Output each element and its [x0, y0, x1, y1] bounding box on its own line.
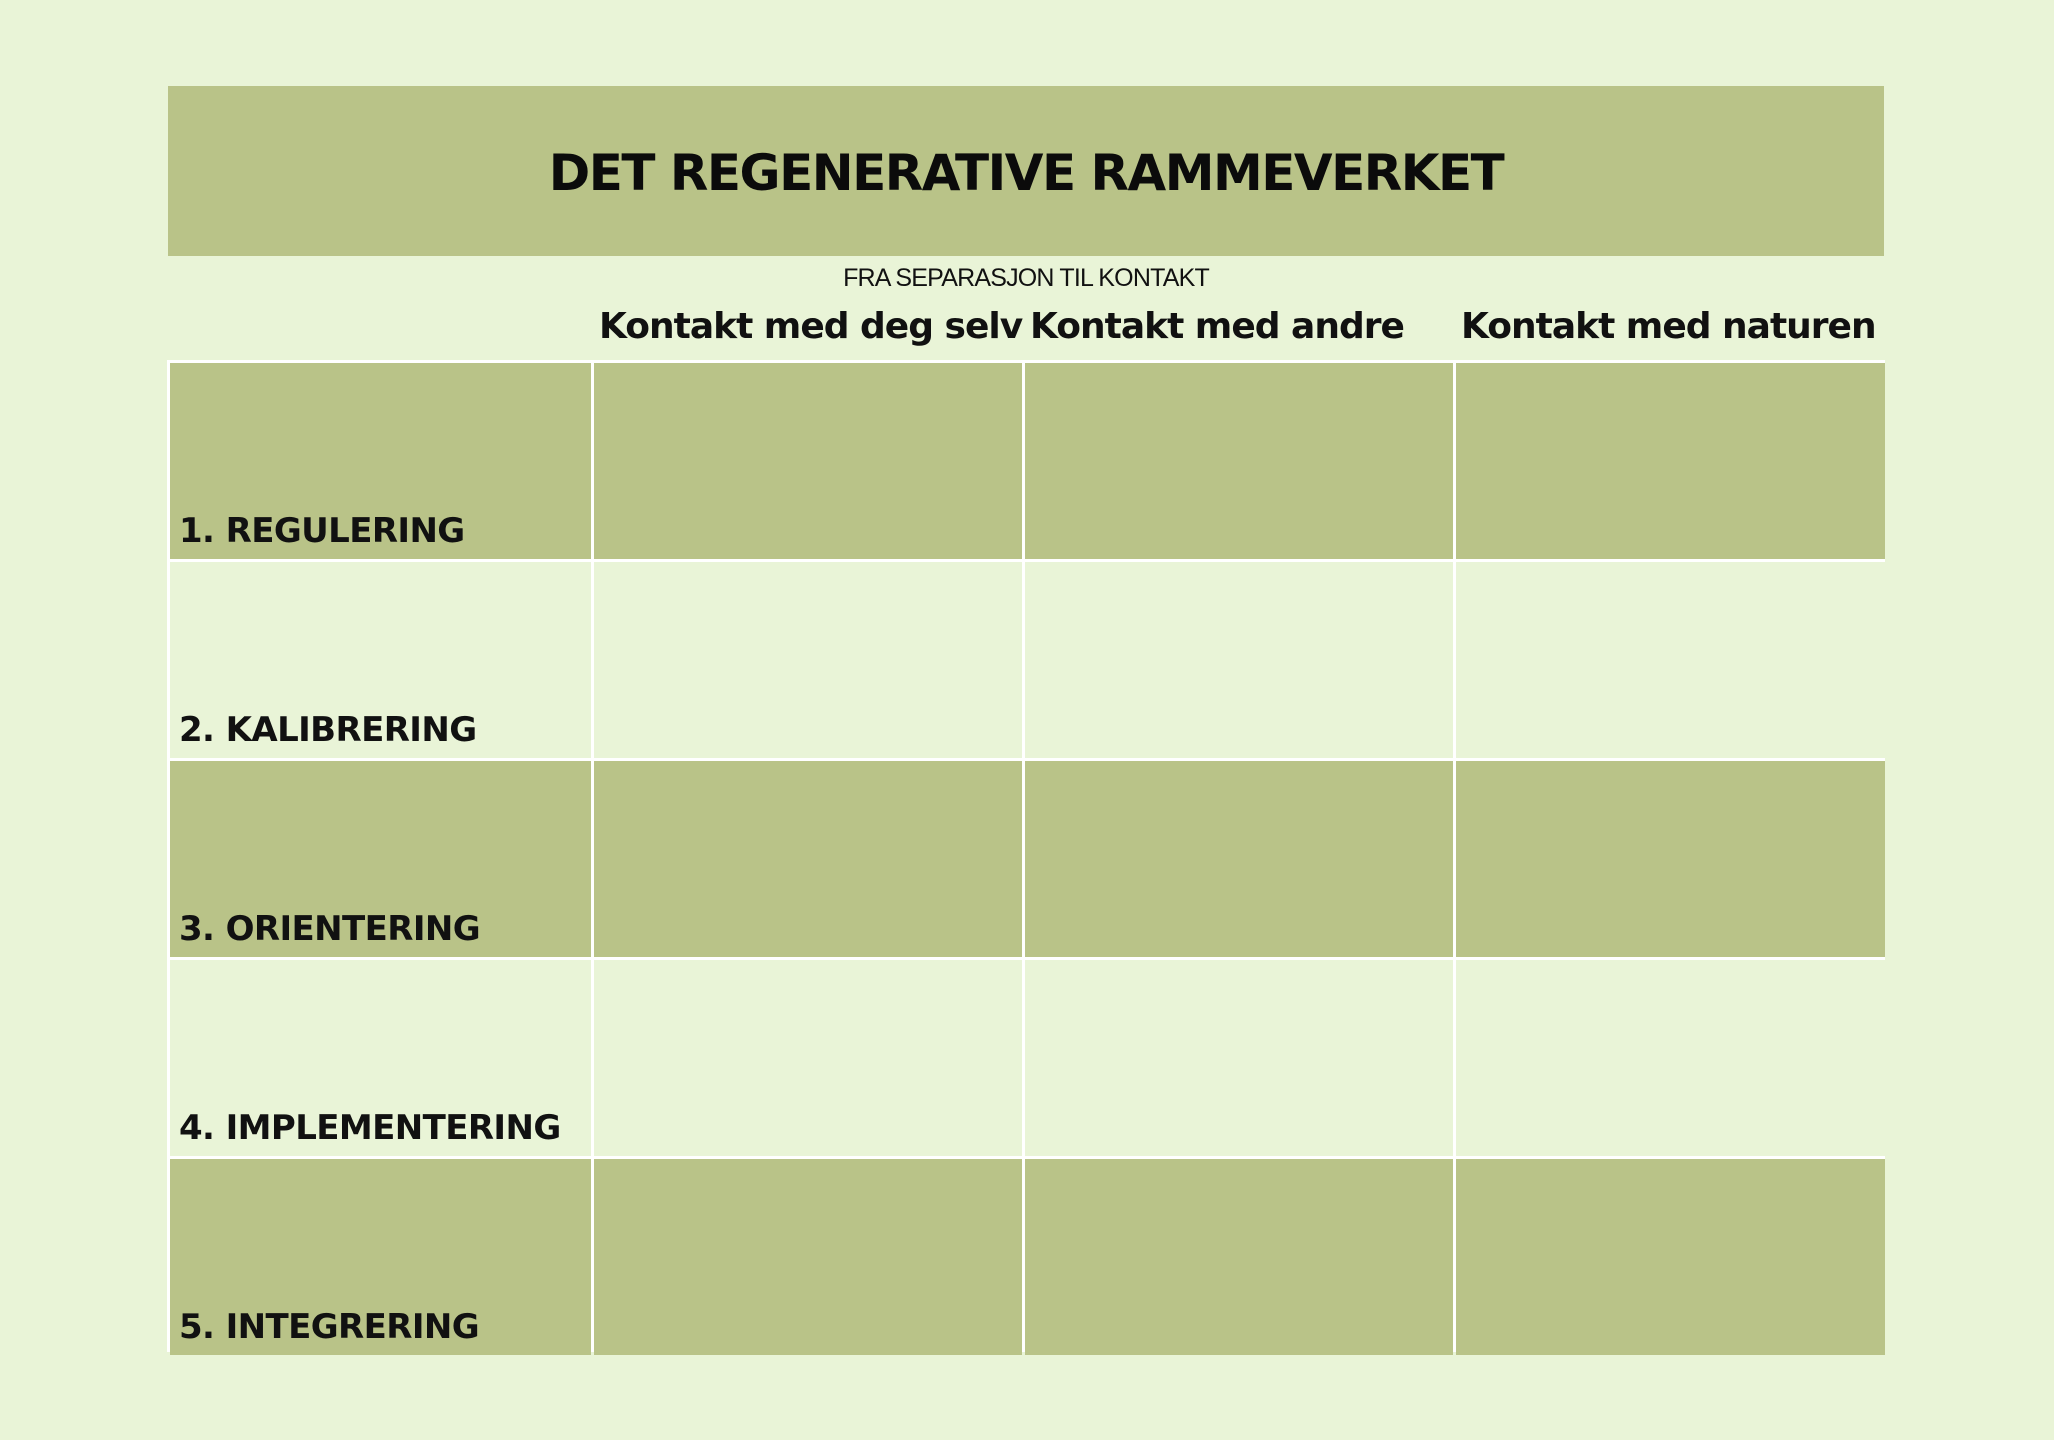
table-cell — [1456, 761, 1885, 957]
row-label-integrering: 5. INTEGRERING — [170, 1159, 591, 1355]
column-header-self: Kontakt med deg selv — [599, 306, 1023, 347]
column-header-nature: Kontakt med naturen — [1461, 306, 1876, 347]
table-cell — [594, 363, 1022, 559]
table-cell — [594, 562, 1022, 758]
page-title: DET REGENERATIVE RAMMEVERKET — [548, 144, 1504, 202]
framework-table — [167, 360, 1885, 1352]
table-cell — [1025, 960, 1453, 1156]
table-cell — [594, 960, 1022, 1156]
subtitle: FRA SEPARASJON TIL KONTAKT — [843, 264, 1209, 292]
table-cell — [594, 1159, 1022, 1355]
column-header-others: Kontakt med andre — [1030, 306, 1404, 347]
table-cell — [594, 761, 1022, 957]
table-cell — [1025, 562, 1453, 758]
row-label-regulering: 1. REGULERING — [170, 363, 591, 559]
row-label-kalibrering: 2. KALIBRERING — [170, 562, 591, 758]
table-cell — [1025, 761, 1453, 957]
table-cell — [1456, 960, 1885, 1156]
row-label-orientering: 3. ORIENTERING — [170, 761, 591, 957]
table-cell — [1456, 562, 1885, 758]
table-cell — [1456, 363, 1885, 559]
row-label-implementering: 4. IMPLEMENTERING — [170, 960, 591, 1156]
title-band — [168, 86, 1884, 256]
table-cell — [1025, 363, 1453, 559]
table-cell — [1456, 1159, 1885, 1355]
table-cell — [1025, 1159, 1453, 1355]
